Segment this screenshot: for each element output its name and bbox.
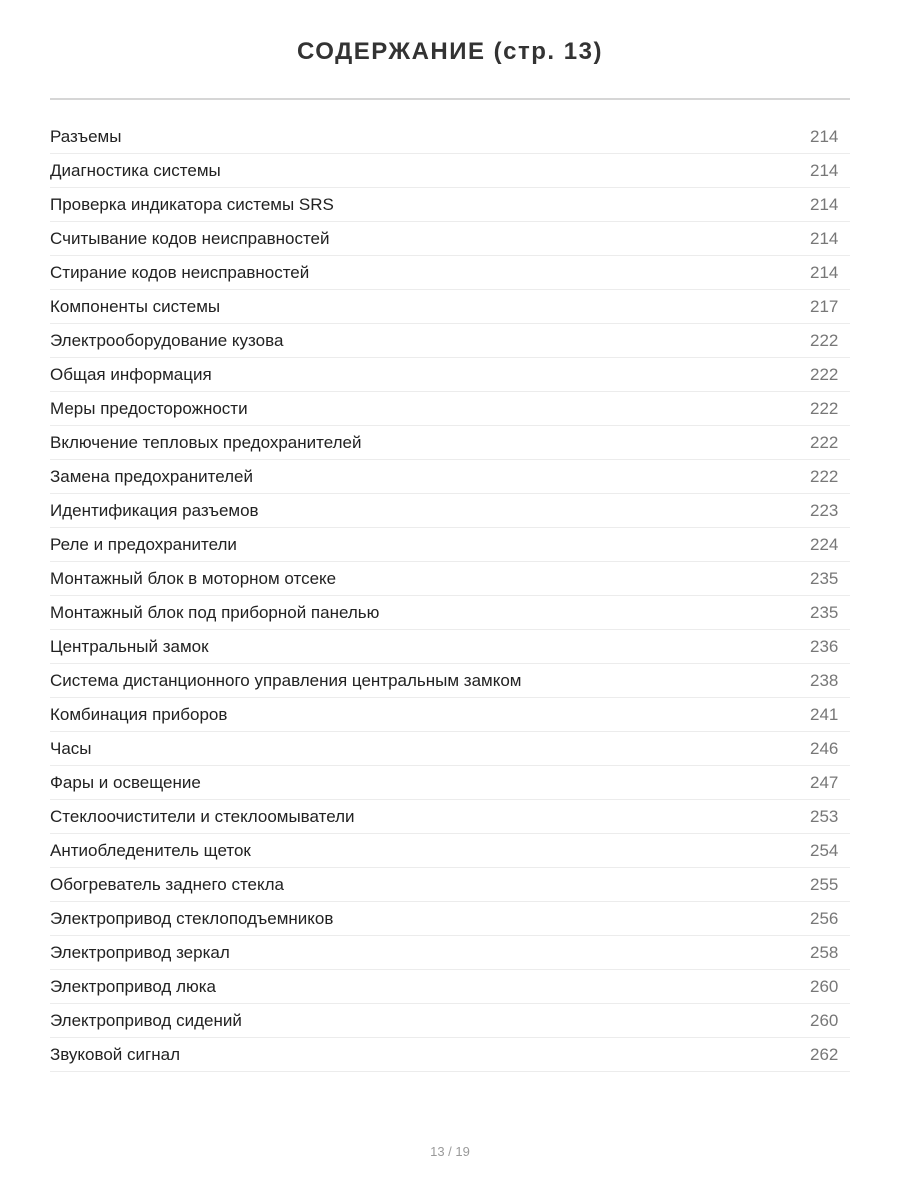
toc-entry[interactable] [50, 936, 850, 970]
toc-entry-label: Монтажный блок в моторном отсеке [50, 568, 337, 588]
toc-entry-label: Реле и предохранители [50, 534, 237, 554]
toc-entry[interactable] [50, 120, 850, 154]
toc-entry-label: Электропривод сидений [50, 1010, 242, 1030]
toc-entry-page: 256 [810, 908, 839, 928]
toc-entry-page: 222 [810, 364, 839, 384]
toc-entry[interactable] [50, 188, 850, 222]
toc-entry-page: 253 [810, 806, 839, 826]
toc-entry-page: 214 [810, 126, 839, 146]
toc-entry[interactable] [50, 1004, 850, 1038]
toc-entry-page: 254 [810, 840, 839, 860]
toc-entry-label: Компоненты системы [50, 296, 221, 316]
toc-entry[interactable] [50, 426, 850, 460]
toc-entry-page: 214 [810, 228, 839, 248]
toc-entry-label: Электропривод зеркал [50, 942, 230, 962]
toc-entry-page: 223 [810, 500, 839, 520]
toc-entry[interactable] [50, 1038, 850, 1072]
toc-entry-page: 238 [810, 670, 839, 690]
toc-entry[interactable] [50, 290, 850, 324]
toc-entry-label: Электрооборудование кузова [50, 330, 284, 350]
toc-list [50, 120, 850, 1072]
toc-entry[interactable] [50, 562, 850, 596]
toc-entry[interactable] [50, 630, 850, 664]
toc-entry[interactable] [50, 392, 850, 426]
toc-entry[interactable] [50, 222, 850, 256]
toc-entry-page: 222 [810, 432, 839, 452]
toc-entry[interactable] [50, 494, 850, 528]
toc-entry[interactable] [50, 970, 850, 1004]
toc-entry-label: Считывание кодов неисправностей [50, 228, 330, 248]
toc-entry-label: Монтажный блок под приборной панелью [50, 602, 380, 622]
toc-entry[interactable] [50, 528, 850, 562]
toc-entry[interactable] [50, 698, 850, 732]
toc-entry[interactable] [50, 902, 850, 936]
toc-entry[interactable] [50, 834, 850, 868]
toc-entry-page: 222 [810, 330, 839, 350]
toc-entry-label: Общая информация [50, 364, 212, 384]
toc-entry-page: 214 [810, 262, 839, 282]
toc-entry-label: Замена предохранителей [50, 466, 254, 486]
toc-entry-label: Фары и освещение [50, 772, 201, 792]
toc-entry[interactable] [50, 800, 850, 834]
toc-entry-label: Система дистанционного управления центральным замком [50, 670, 522, 690]
toc-entry-page: 246 [810, 738, 839, 758]
toc-entry[interactable] [50, 664, 850, 698]
toc-entry-label: Антиобледенитель щеток [50, 840, 251, 860]
toc-entry-label: Разъемы [50, 126, 122, 146]
toc-entry-page: 214 [810, 160, 839, 180]
toc-entry-label: Стеклоочистители и стеклоомыватели [50, 806, 355, 826]
toc-entry-page: 224 [810, 534, 839, 554]
toc-entry-page: 255 [810, 874, 839, 894]
toc-entry-label: Комбинация приборов [50, 704, 228, 724]
toc-entry-page: 258 [810, 942, 839, 962]
toc-entry[interactable] [50, 460, 850, 494]
page-title: СОДЕРЖАНИЕ (стр. 13) [297, 38, 603, 65]
title-divider [50, 98, 850, 100]
toc-entry-label: Электропривод люка [50, 976, 217, 996]
toc-entry[interactable] [50, 358, 850, 392]
toc-entry-page: 214 [810, 194, 839, 214]
toc-entry-page: 241 [810, 704, 839, 724]
toc-entry-page: 222 [810, 466, 839, 486]
toc-entry-label: Диагностика системы [50, 160, 221, 180]
toc-entry-label: Меры предосторожности [50, 398, 248, 418]
toc-entry-label: Включение тепловых предохранителей [50, 432, 362, 452]
page-counter: 13 / 19 [430, 1144, 470, 1159]
toc-entry-page: 235 [810, 602, 839, 622]
toc-entry-label: Проверка индикатора системы SRS [50, 194, 334, 214]
toc-entry-page: 260 [810, 976, 839, 996]
toc-entry-page: 217 [810, 296, 839, 316]
toc-entry-label: Стирание кодов неисправностей [50, 262, 310, 282]
toc-entry-page: 260 [810, 1010, 839, 1030]
toc-entry[interactable] [50, 154, 850, 188]
toc-entry[interactable] [50, 868, 850, 902]
toc-entry[interactable] [50, 324, 850, 358]
toc-entry-label: Обогреватель заднего стекла [50, 874, 284, 894]
toc-entry-label: Звуковой сигнал [50, 1044, 180, 1064]
toc-entry-label: Часы [50, 738, 92, 758]
toc-entry[interactable] [50, 596, 850, 630]
toc-entry[interactable] [50, 256, 850, 290]
toc-entry-page: 262 [810, 1044, 839, 1064]
toc-entry-page: 222 [810, 398, 839, 418]
toc-entry[interactable] [50, 766, 850, 800]
toc-entry-label: Идентификация разъемов [50, 500, 259, 520]
toc-entry-page: 236 [810, 636, 839, 656]
toc-entry[interactable] [50, 732, 850, 766]
toc-entry-page: 247 [810, 772, 839, 792]
toc-entry-label: Центральный замок [50, 636, 209, 656]
toc-entry-label: Электропривод стеклоподъемников [50, 908, 334, 928]
toc-entry-page: 235 [810, 568, 839, 588]
